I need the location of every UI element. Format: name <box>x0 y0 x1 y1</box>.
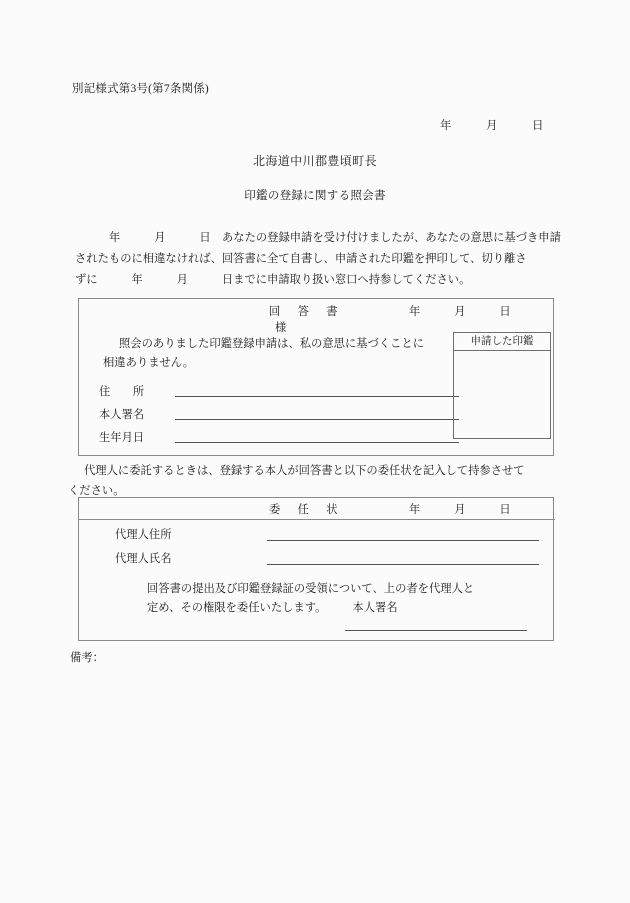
power-of-attorney-date-line: 年 月 日 <box>409 504 511 516</box>
addressee: 北海道中川郡豊頃町長 <box>252 154 377 168</box>
seal-stamp-area[interactable] <box>454 351 550 440</box>
field-label-address: 住 所 <box>99 386 145 398</box>
reply-form-box <box>78 298 554 456</box>
field-input-birthdate[interactable] <box>175 442 459 443</box>
power-of-attorney-statement <box>147 580 547 618</box>
field-input-agent-name[interactable] <box>267 564 539 565</box>
field-row-signature <box>99 406 459 429</box>
proxy-instruction <box>68 461 563 501</box>
power-of-attorney-box <box>78 497 554 641</box>
seal-impression-box <box>453 332 551 439</box>
reply-form-statement <box>103 335 433 373</box>
field-label-birthdate: 生年月日 <box>99 432 145 444</box>
field-row-birthdate <box>99 429 459 452</box>
power-of-attorney-fields <box>115 526 535 574</box>
reply-form-date-line: 年 月 日 <box>409 306 511 318</box>
body-paragraph <box>75 228 560 291</box>
field-input-principal-signature[interactable] <box>345 630 527 631</box>
field-row-address <box>99 383 459 406</box>
seal-box-label: 申請した印鑑 <box>454 333 550 351</box>
remarks-label: 備考： <box>70 652 104 664</box>
field-input-address[interactable] <box>175 396 459 397</box>
body-line-1: 年 月 日 あなたの登録申請を受け付けましたが、あなたの意思に基づき申請 <box>109 232 561 244</box>
poa-statement-line-2: 定め、その権限を委任いたします。 <box>147 602 327 614</box>
reply-form-title: 回 答 書 <box>269 306 341 318</box>
field-label-agent-name: 代理人氏名 <box>115 553 172 565</box>
power-of-attorney-title: 委 任 状 <box>269 504 341 516</box>
field-label-agent-address: 代理人住所 <box>115 529 172 541</box>
power-of-attorney-header <box>79 501 555 520</box>
field-row-agent-name <box>115 550 535 574</box>
body-line-2: されたものに相違なければ、回答書に全て自書し、申請された印鑑を押印して、切り離さ <box>75 253 527 265</box>
proxy-instruction-line-2: ください。 <box>68 485 125 497</box>
reply-statement-line-2: 相違ありません。 <box>103 357 195 369</box>
poa-statement-line-1: 回答書の提出及び印鑑登録証の受領について、上の者を代理人と <box>147 583 475 595</box>
issue-date-line: 年 月 日 <box>440 120 544 132</box>
body-line-3: ずに 年 月 日までに申請取り扱い窓口へ持参してください。 <box>75 274 471 286</box>
poa-signature-label: 本人署名 <box>352 602 398 614</box>
field-input-signature[interactable] <box>175 419 459 420</box>
proxy-instruction-line-1: 代理人に委託するときは、登録する本人が回答書と以下の委任状を記入して持参させて <box>84 465 525 477</box>
sama-honorific: 様 <box>275 322 287 334</box>
field-input-agent-address[interactable] <box>267 540 539 541</box>
form-number: 別記様式第3号(第7条関係) <box>72 83 209 95</box>
document-title: 印鑑の登録に関する照会書 <box>244 190 386 202</box>
field-row-agent-address <box>115 526 535 550</box>
reply-statement-line-1: 照会のありました印鑑登録申請は、私の意思に基づくことに <box>119 338 425 350</box>
field-label-signature: 本人署名 <box>99 409 145 421</box>
reply-form-fields <box>99 383 459 452</box>
